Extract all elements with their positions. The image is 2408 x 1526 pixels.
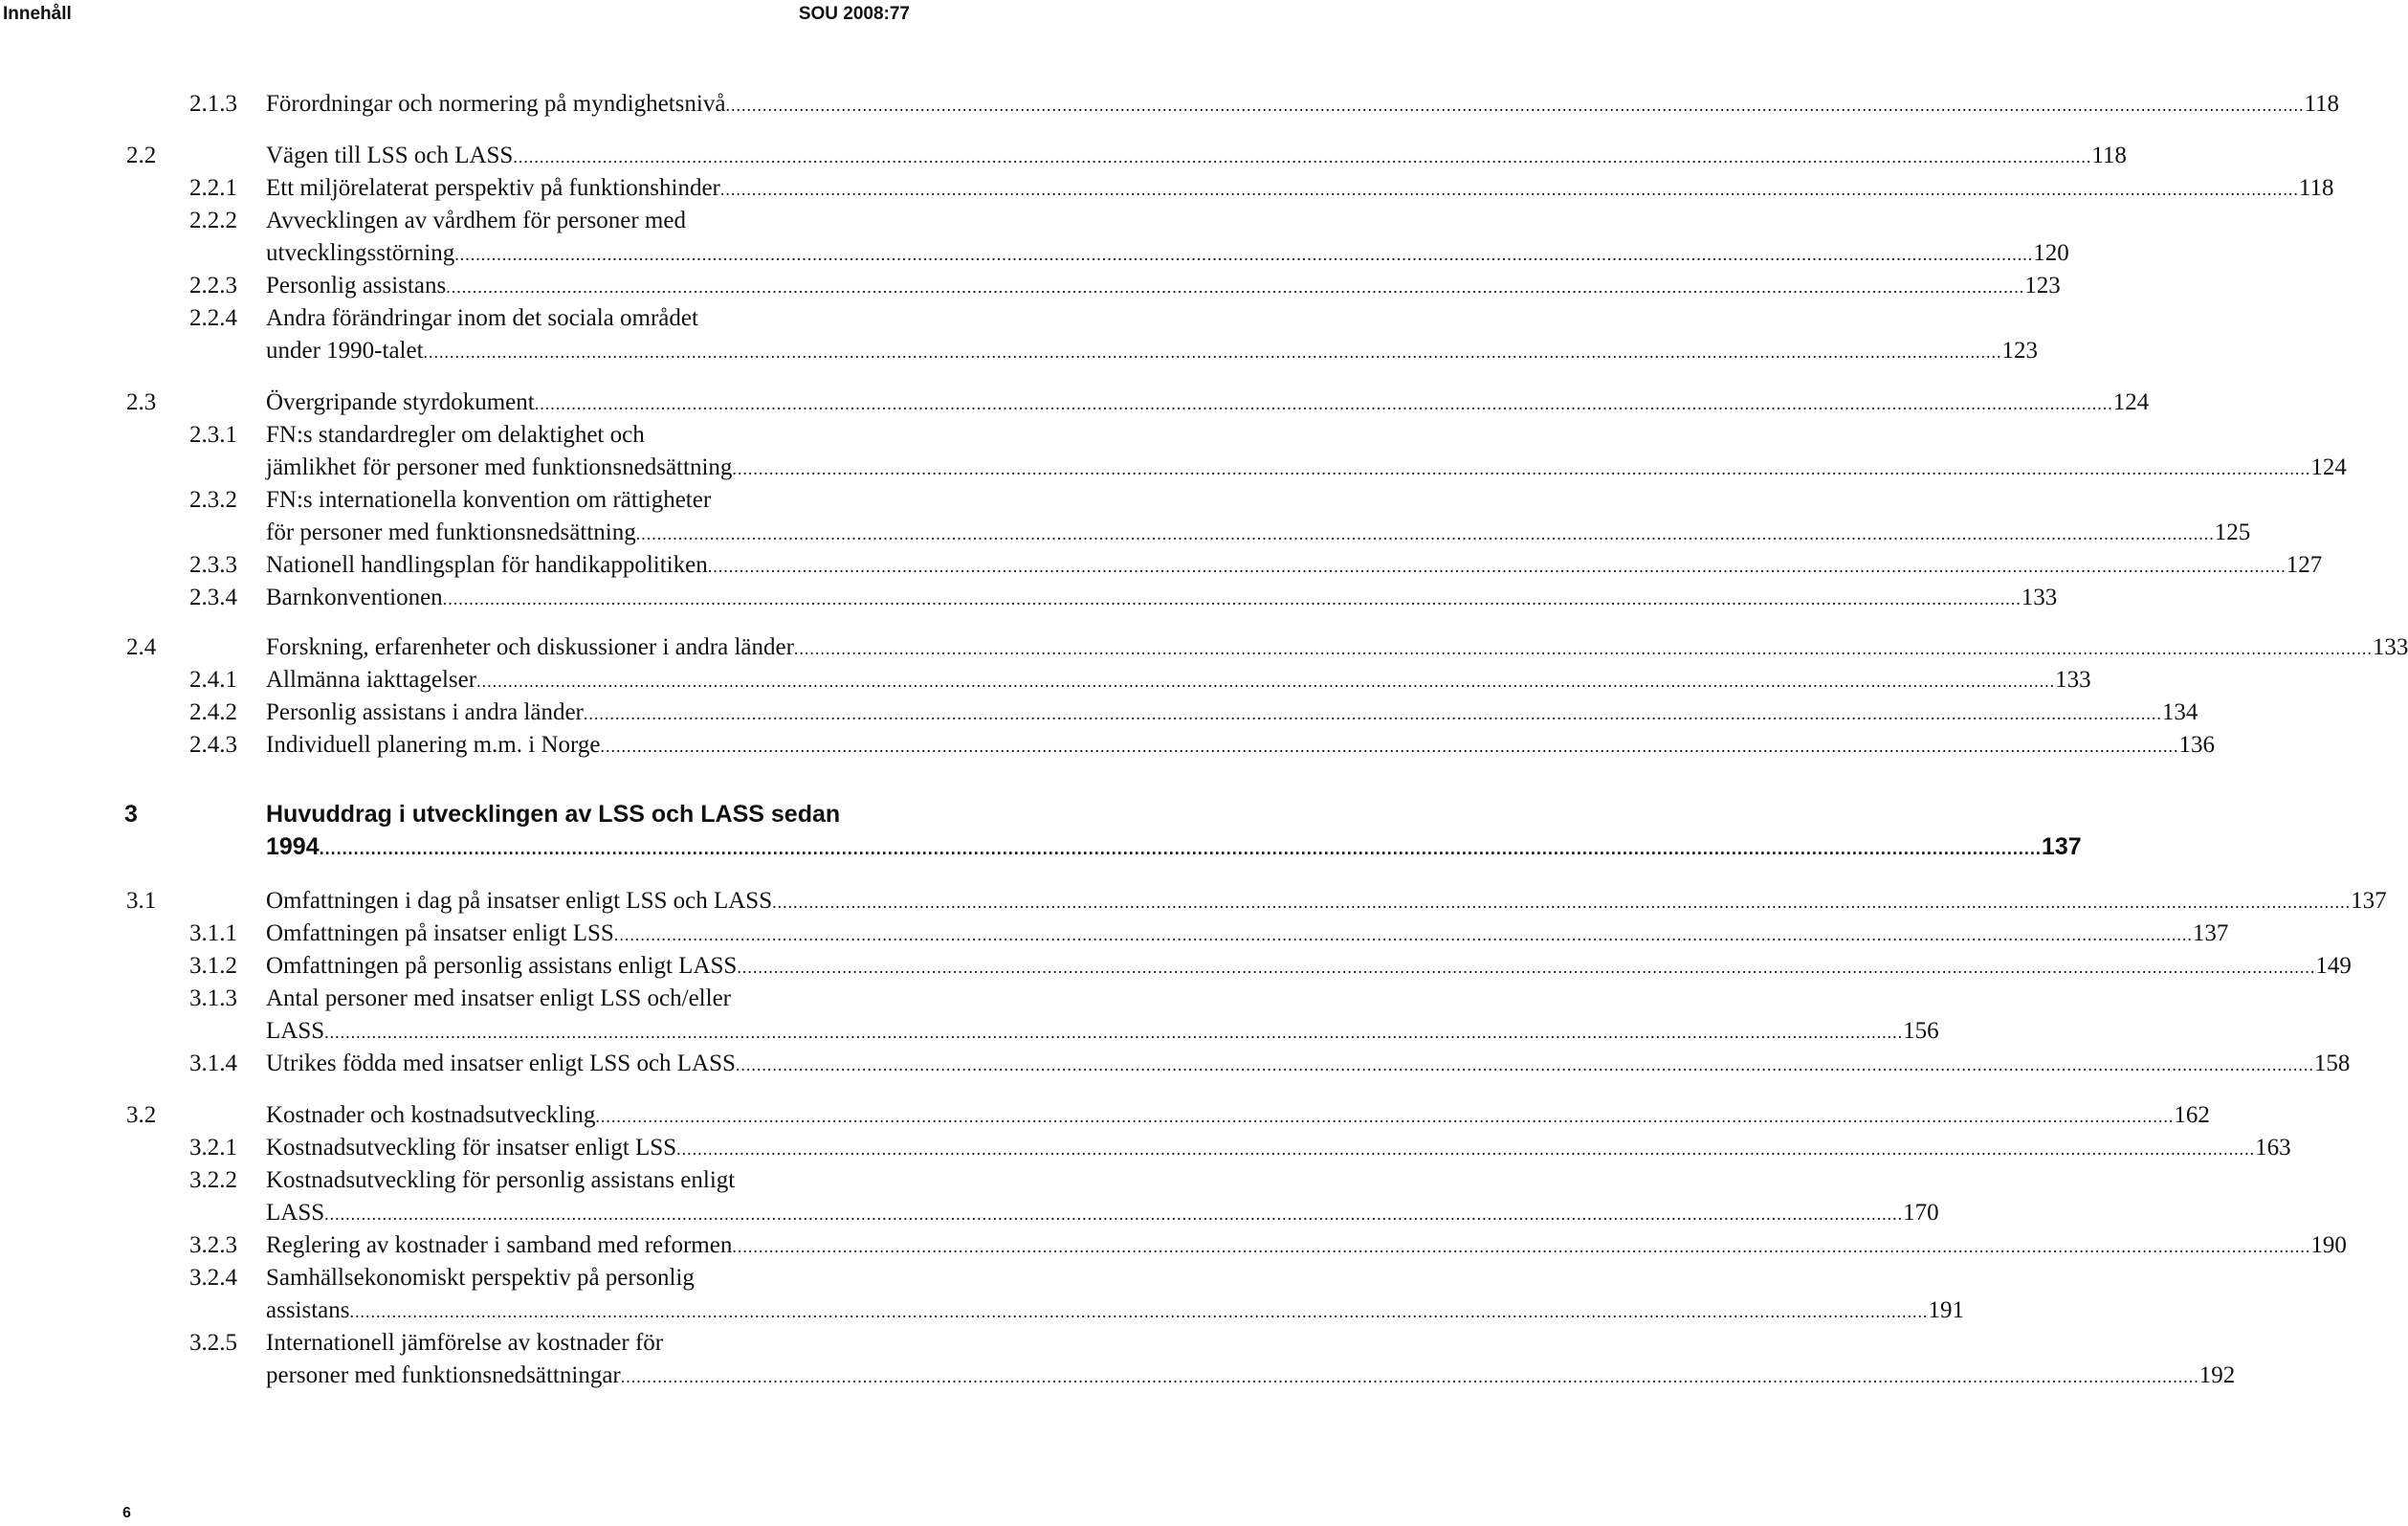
toc-dot-leader: ............................................................................................................................................................................................................................................................................................................ bbox=[719, 180, 2299, 199]
toc-dot-leader: ............................................................................................................................................................................................................................................................................................................ bbox=[595, 1107, 2175, 1126]
toc-entry-continuation[interactable] bbox=[126, 237, 2069, 270]
toc-page-number: 124 bbox=[2112, 389, 2150, 415]
toc-page-number: 134 bbox=[2161, 699, 2198, 725]
toc-entry-number: 3.1.4 bbox=[189, 1051, 237, 1076]
toc-entry-title: Allmänna iakttagelser bbox=[266, 667, 477, 693]
toc-entry[interactable] bbox=[126, 419, 901, 452]
toc-entry-title: Huvuddrag i utvecklingen av LSS och LASS sedan bbox=[266, 801, 841, 828]
toc-dot-leader: ............................................................................................................................................................................................................................................................................................................ bbox=[635, 524, 2215, 543]
toc-entry-number: 3.2 bbox=[126, 1102, 157, 1128]
toc-entry-title: Avvecklingen av vårdhem för personer med bbox=[266, 208, 686, 233]
toc-entry-title: Individuell planering m.m. i Norge bbox=[266, 732, 601, 758]
toc-dot-leader: ............................................................................................................................................................................................................................................................................................................ bbox=[707, 557, 2286, 576]
toc-entry-continuation[interactable] bbox=[126, 1197, 1939, 1229]
toc-entry[interactable] bbox=[126, 885, 2387, 918]
toc-entry[interactable] bbox=[126, 1048, 2351, 1080]
running-header-report-id: SOU 2008:77 bbox=[798, 4, 910, 24]
toc-dot-leader: ............................................................................................................................................................................................................................................................................................................ bbox=[513, 147, 2092, 166]
toc-entry-continuation[interactable] bbox=[126, 830, 2082, 863]
toc-entry-title: Forskning, erfarenheter och diskussioner i andra länder bbox=[266, 634, 794, 660]
toc-entry-title: Nationell handlingsplan för handikappolitiken bbox=[266, 552, 708, 578]
toc-entry-title: LASS bbox=[266, 1200, 325, 1226]
toc-dot-leader: ............................................................................................................................................................................................................................................................................................................ bbox=[620, 1367, 2199, 1386]
toc-entry-title: Personlig assistans bbox=[266, 273, 447, 299]
toc-dot-leader: ............................................................................................................................................................................................................................................................................................................ bbox=[319, 839, 2042, 858]
toc-entry-number: 2.2.3 bbox=[189, 273, 237, 299]
toc-entry[interactable] bbox=[126, 1229, 2347, 1262]
toc-page-number: 137 bbox=[2192, 920, 2229, 946]
toc-entry-number: 3.1.3 bbox=[189, 985, 237, 1011]
toc-entry-number: 2.2.2 bbox=[189, 208, 237, 233]
toc-entry-number: 3.1.1 bbox=[189, 920, 237, 946]
toc-entry-title: Omfattningen på personlig assistans enligt LASS bbox=[266, 953, 738, 979]
toc-dot-leader: ............................................................................................................................................................................................................................................................................................................ bbox=[442, 589, 2021, 608]
toc-entry-title: Samhällsekonomiskt perspektiv på personlig bbox=[266, 1265, 695, 1291]
toc-dot-leader: ............................................................................................................................................................................................................................................................................................................ bbox=[793, 639, 2373, 658]
toc-entry-number: 2.3.2 bbox=[189, 487, 237, 513]
toc-entry-continuation[interactable] bbox=[126, 1294, 1964, 1327]
toc-dot-leader: ............................................................................................................................................................................................................................................................................................................ bbox=[324, 1023, 1904, 1042]
toc-dot-leader: ............................................................................................................................................................................................................................................................................................................ bbox=[600, 737, 2179, 756]
toc-entry-title: för personer med funktionsnedsättning bbox=[266, 520, 636, 545]
toc-entry-number: 2.4.2 bbox=[189, 699, 237, 725]
toc-entry-title: jämlikhet för personer med funktionsnedsättning bbox=[266, 454, 733, 480]
toc-entry[interactable] bbox=[126, 798, 901, 830]
toc-page-number: 156 bbox=[1903, 1018, 1939, 1044]
toc-entry[interactable] bbox=[126, 664, 2091, 697]
toc-entry[interactable] bbox=[126, 205, 901, 237]
toc-entry-title: Övergripande styrdokument bbox=[266, 389, 535, 415]
toc-entry[interactable] bbox=[126, 950, 2352, 983]
toc-page-number: 190 bbox=[2310, 1232, 2347, 1258]
toc-page-number: 118 bbox=[2091, 143, 2127, 168]
toc-page-number: 158 bbox=[2313, 1051, 2351, 1076]
toc-entry-title: Reglering av kostnader i samband med reformen bbox=[266, 1232, 733, 1258]
toc-page-number: 162 bbox=[2174, 1102, 2210, 1128]
toc-dot-leader: ............................................................................................................................................................................................................................................................................................................ bbox=[732, 459, 2311, 478]
toc-entry-number: 2.4.3 bbox=[189, 732, 237, 758]
toc-entry-title: 1994 bbox=[266, 833, 320, 860]
toc-entry-title: Omfattningen i dag på insatser enligt LSS och LASS bbox=[266, 888, 773, 914]
toc-entry-number: 2.2.4 bbox=[189, 305, 237, 331]
toc-entry-number: 3 bbox=[124, 801, 138, 828]
toc-page-number: 137 bbox=[2351, 888, 2387, 914]
toc-entry[interactable] bbox=[126, 549, 2323, 582]
toc-entry-number: 3.2.3 bbox=[189, 1232, 237, 1258]
toc-entry[interactable] bbox=[126, 582, 2058, 614]
toc-entry[interactable] bbox=[126, 88, 2340, 121]
toc-entry-title: Barnkonventionen bbox=[266, 585, 443, 610]
toc-entry[interactable] bbox=[126, 172, 2334, 205]
toc-entry-number: 3.2.4 bbox=[189, 1265, 237, 1291]
toc-entry-title: Andra förändringar inom det sociala området bbox=[266, 305, 698, 331]
toc-entry-continuation[interactable] bbox=[126, 1015, 1939, 1048]
toc-entry-number: 2.3.1 bbox=[189, 422, 237, 448]
toc-entry-number: 3.2.5 bbox=[189, 1330, 237, 1356]
toc-entry[interactable] bbox=[126, 1262, 901, 1294]
toc-page-number: 133 bbox=[2021, 585, 2058, 610]
toc-entry[interactable] bbox=[126, 484, 901, 517]
toc-entry-number: 2.4.1 bbox=[189, 667, 237, 693]
toc-entry[interactable] bbox=[126, 387, 2150, 419]
toc-dot-leader: ............................................................................................................................................................................................................................................................................................................ bbox=[732, 1237, 2311, 1256]
toc-entry[interactable] bbox=[126, 983, 901, 1015]
toc-page-number: 127 bbox=[2286, 552, 2323, 578]
toc-entry-title: Förordningar och normering på myndighetsnivå bbox=[266, 91, 726, 117]
toc-entry-number: 3.1 bbox=[126, 888, 157, 914]
toc-entry-number: 2.3.4 bbox=[189, 585, 237, 610]
toc-entry-title: Kostnader och kostnadsutveckling bbox=[266, 1102, 596, 1128]
toc-page-number: 170 bbox=[1903, 1200, 1939, 1226]
toc-dot-leader: ............................................................................................................................................................................................................................................................................................................ bbox=[737, 958, 2316, 977]
toc-entry-continuation[interactable] bbox=[126, 452, 2347, 484]
toc-page-number: 136 bbox=[2178, 732, 2215, 758]
toc-entry-title: utvecklingsstörning bbox=[266, 240, 455, 266]
toc-dot-leader: ............................................................................................................................................................................................................................................................................................................ bbox=[534, 394, 2113, 413]
toc-dot-leader: ............................................................................................................................................................................................................................................................................................................ bbox=[725, 96, 2305, 115]
toc-entry[interactable] bbox=[126, 270, 2061, 302]
toc-entry-number: 3.2.1 bbox=[189, 1135, 237, 1161]
toc-entry[interactable] bbox=[126, 1132, 2291, 1164]
toc-entry-title: Kostnadsutveckling för personlig assistans enligt bbox=[266, 1167, 736, 1193]
toc-entry[interactable] bbox=[126, 918, 2229, 950]
toc-entry-continuation[interactable] bbox=[126, 335, 2039, 367]
toc-page-number: 163 bbox=[2255, 1135, 2291, 1161]
toc-page-number: 120 bbox=[2033, 240, 2069, 266]
toc-dot-leader: ............................................................................................................................................................................................................................................................................................................ bbox=[583, 704, 2162, 723]
toc-entry-title: Ett miljörelaterat perspektiv på funktionshinder bbox=[266, 175, 720, 201]
toc-entry-title: FN:s standardregler om delaktighet och bbox=[266, 422, 645, 448]
toc-dot-leader: ............................................................................................................................................................................................................................................................................................................ bbox=[423, 343, 2002, 362]
toc-entry-number: 2.2 bbox=[126, 143, 157, 168]
toc-page-number: 192 bbox=[2198, 1362, 2236, 1388]
toc-page-number: 118 bbox=[2298, 175, 2334, 201]
toc-dot-leader: ............................................................................................................................................................................................................................................................................................................ bbox=[454, 245, 2034, 264]
toc-entry[interactable] bbox=[126, 729, 2215, 762]
toc-page-number: 149 bbox=[2315, 953, 2352, 979]
toc-dot-leader: ............................................................................................................................................................................................................................................................................................................ bbox=[349, 1302, 1929, 1321]
toc-dot-leader: ............................................................................................................................................................................................................................................................................................................ bbox=[476, 672, 2056, 691]
toc-entry-number: 2.3.3 bbox=[189, 552, 237, 578]
toc-page-number: 124 bbox=[2310, 454, 2347, 480]
toc-entry-continuation[interactable] bbox=[126, 517, 2251, 549]
toc-entry-number: 2.2.1 bbox=[189, 175, 237, 201]
toc-entry-title: Vägen till LSS och LASS bbox=[266, 143, 514, 168]
toc-entry-number: 2.4 bbox=[126, 634, 157, 660]
toc-entry-number: 3.1.2 bbox=[189, 953, 237, 979]
toc-entry-number: 2.3 bbox=[126, 389, 157, 415]
toc-entry-title: Antal personer med insatser enligt LSS och/eller bbox=[266, 985, 731, 1011]
toc-dot-leader: ............................................................................................................................................................................................................................................................................................................ bbox=[613, 925, 2193, 944]
toc-dot-leader: ............................................................................................................................................................................................................................................................................................................ bbox=[446, 277, 2025, 297]
toc-entry-title: FN:s internationella konvention om rättigheter bbox=[266, 487, 712, 513]
toc-entry-title: assistans bbox=[266, 1297, 350, 1323]
toc-entry-continuation[interactable] bbox=[126, 1360, 2236, 1392]
toc-entry-title: under 1990-talet bbox=[266, 338, 424, 364]
toc-entry[interactable] bbox=[126, 1327, 901, 1360]
toc-entry-title: Kostnadsutveckling för insatser enligt LSS bbox=[266, 1135, 677, 1161]
toc-entry[interactable] bbox=[126, 1164, 901, 1197]
toc-page-number: 191 bbox=[1928, 1297, 1964, 1323]
toc-page-number: 123 bbox=[2001, 338, 2039, 364]
toc-entry-number: 2.1.3 bbox=[189, 91, 237, 117]
toc-entry-title: LASS bbox=[266, 1018, 325, 1044]
toc-entry-title: Internationell jämförelse av kostnader för bbox=[266, 1330, 664, 1356]
toc-entry-title: Personlig assistans i andra länder bbox=[266, 699, 584, 725]
toc-dot-leader: ............................................................................................................................................................................................................................................................................................................ bbox=[772, 893, 2352, 912]
page-number: 6 bbox=[122, 1505, 131, 1521]
toc-dot-leader: ............................................................................................................................................................................................................................................................................................................ bbox=[324, 1205, 1904, 1224]
toc-entry[interactable] bbox=[126, 1099, 2210, 1132]
toc-dot-leader: ............................................................................................................................................................................................................................................................................................................ bbox=[735, 1055, 2314, 1074]
running-header-section: Innehåll bbox=[3, 4, 72, 24]
toc-page-number: 118 bbox=[2304, 91, 2340, 117]
toc-entry[interactable] bbox=[126, 697, 2198, 729]
toc-entry-title: personer med funktionsnedsättningar bbox=[266, 1362, 621, 1388]
toc-entry-number: 3.2.2 bbox=[189, 1167, 237, 1193]
toc-entry-title: Omfattningen på insatser enligt LSS bbox=[266, 920, 614, 946]
toc-page-number: 137 bbox=[2041, 833, 2082, 860]
toc-page-number: 123 bbox=[2024, 273, 2061, 299]
toc-page-number: 125 bbox=[2214, 520, 2251, 545]
toc-entry[interactable] bbox=[126, 302, 901, 335]
toc-dot-leader: ............................................................................................................................................................................................................................................................................................................ bbox=[676, 1139, 2256, 1159]
toc-page-number: 133 bbox=[2372, 634, 2408, 660]
toc-entry[interactable] bbox=[126, 631, 2408, 664]
toc-entry-title: Utrikes födda med insatser enligt LSS och LASS bbox=[266, 1051, 736, 1076]
toc-page-number: 133 bbox=[2055, 667, 2091, 693]
toc-entry[interactable] bbox=[126, 140, 2127, 172]
